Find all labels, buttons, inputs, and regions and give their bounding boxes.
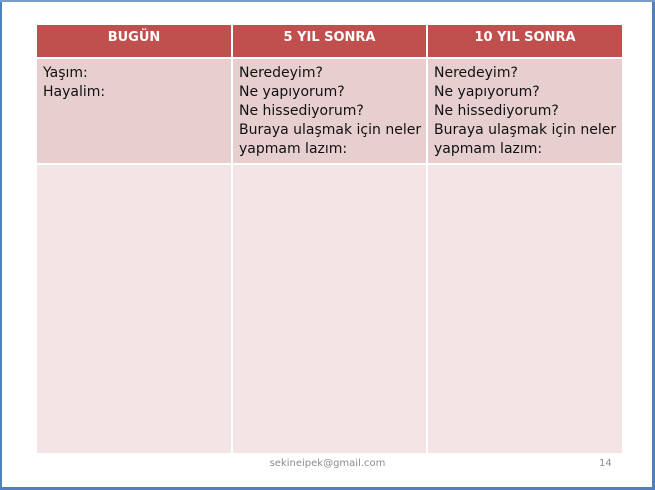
prompt-feeling: Ne hissediyorum? <box>434 103 559 119</box>
table-row <box>37 164 622 454</box>
prompt-how-line1: Buraya ulaşmak için neler <box>434 122 617 138</box>
prompt-how-line2: yapmam lazım: <box>239 141 348 157</box>
prompt-age: Yaşım: <box>43 65 88 81</box>
cell-10-years-answer[interactable] <box>427 164 622 454</box>
planning-table <box>37 25 622 455</box>
prompt-doing: Ne yapıyorum? <box>434 84 540 100</box>
prompt-where: Neredeyim? <box>239 65 323 81</box>
prompt-how-line2: yapmam lazım: <box>434 141 543 157</box>
cell-10-years-prompts <box>427 58 622 164</box>
prompt-how-line1: Buraya ulaşmak için neler <box>239 122 422 138</box>
table-header-row <box>37 25 622 58</box>
cell-today-answer[interactable] <box>37 164 232 454</box>
slide <box>2 2 652 487</box>
footer-email: sekineipek@gmail.com <box>269 458 386 469</box>
header-10-years: 10 YIL SONRA <box>427 25 622 58</box>
cell-5-years-prompts <box>232 58 427 164</box>
cell-today-prompts <box>37 58 232 164</box>
header-today: BUGÜN <box>37 25 232 58</box>
page-number: 14 <box>599 458 612 469</box>
prompt-doing: Ne yapıyorum? <box>239 84 345 100</box>
cell-5-years-answer[interactable] <box>232 164 427 454</box>
prompt-dream: Hayalim: <box>43 84 106 100</box>
table-row <box>37 58 622 164</box>
header-5-years: 5 YIL SONRA <box>232 25 427 58</box>
prompt-feeling: Ne hissediyorum? <box>239 103 364 119</box>
prompt-where: Neredeyim? <box>434 65 518 81</box>
